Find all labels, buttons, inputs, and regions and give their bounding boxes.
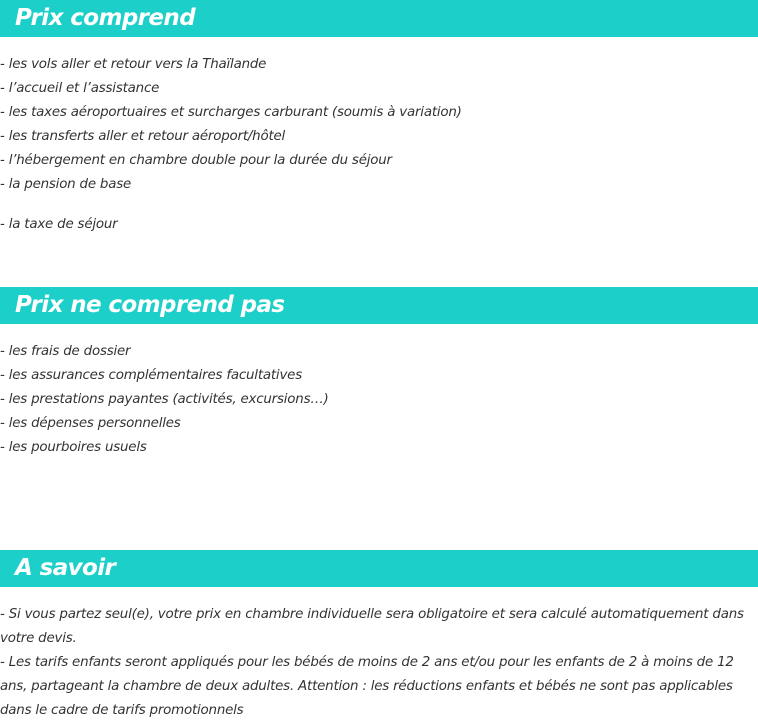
list-item: - l’hébergement en chambre double pour la durée du séjour: [0, 153, 392, 168]
list-item: - les frais de dossier: [0, 344, 131, 359]
section-title-not-included: Prix ne comprend pas: [15, 292, 285, 318]
list-item: - les prestations payantes (activités, excursions…): [0, 392, 329, 407]
included-list: [0, 53, 758, 237]
section-header-to-know: [0, 550, 758, 587]
section-header-included: [0, 0, 758, 37]
section-title-to-know: A savoir: [15, 555, 116, 581]
to-know-text: [0, 603, 750, 723]
list-item: - les vols aller et retour vers la Thaïlande: [0, 57, 267, 72]
not-included-list: [0, 340, 758, 460]
list-item: - les assurances complémentaires facultatives: [0, 368, 302, 383]
list-item: - les transferts aller et retour aéroport/hôtel: [0, 129, 286, 144]
list-item: - les dépenses personnelles: [0, 416, 181, 431]
list-item: - les taxes aéroportuaires et surcharges carburant (soumis à variation): [0, 105, 462, 120]
info-paragraph: - Les tarifs enfants seront appliqués pour les bébés de moins de 2 ans et/ou pour les enfants de 2 à moins de 12 ans, partageant la chambre de deux adultes. Attention : les réductions enfants et bébés ne sont pas applicables dans le cadre de tarifs promotionnels: [0, 655, 734, 718]
list-item: - la taxe de séjour: [0, 217, 118, 232]
list-item: - l’accueil et l’assistance: [0, 81, 160, 96]
section-title-included: Prix comprend: [15, 5, 196, 31]
info-paragraph: - Si vous partez seul(e), votre prix en chambre individuelle sera obligatoire et sera calculé automatiquement dans votre devis.: [0, 607, 744, 646]
list-item: - la pension de base: [0, 177, 132, 192]
section-header-not-included: [0, 287, 758, 324]
list-item: - les pourboires usuels: [0, 440, 147, 455]
